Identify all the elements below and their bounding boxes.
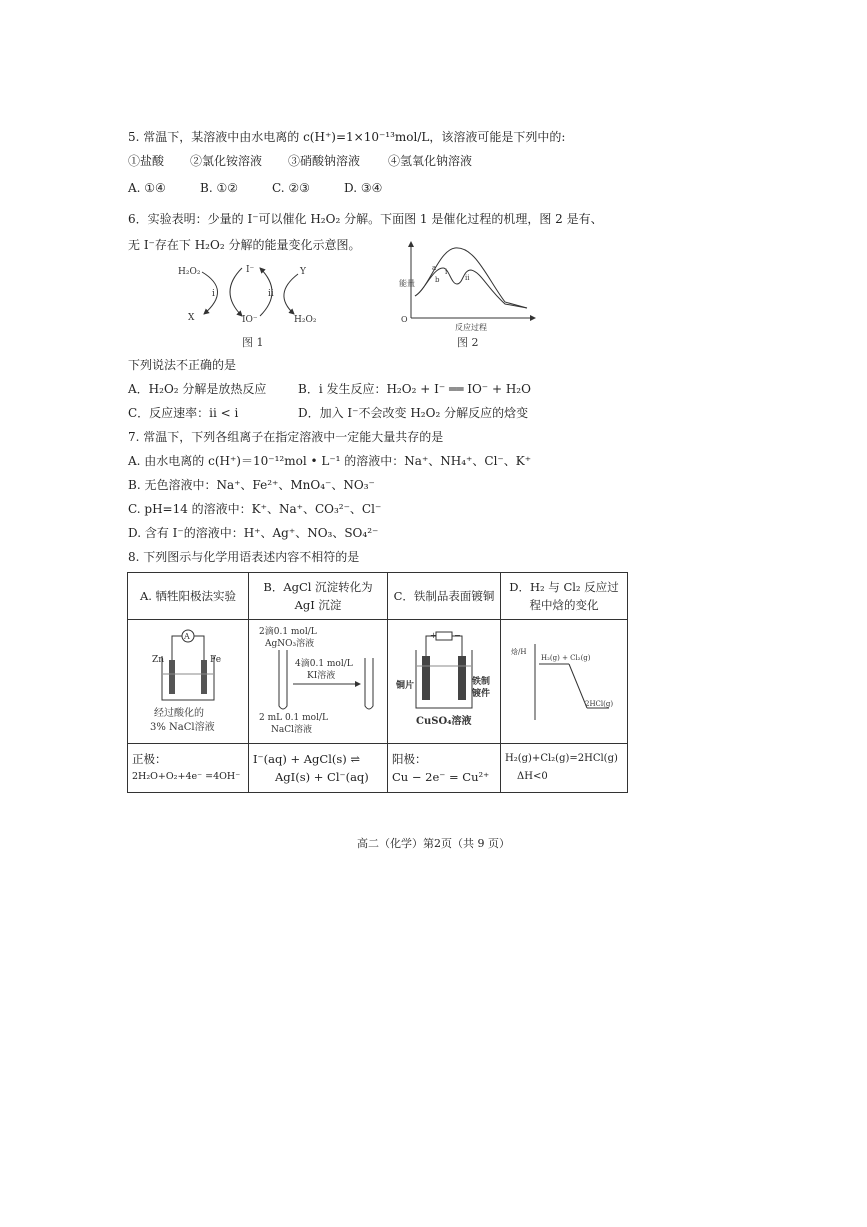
q8-cell-d-figure [501,620,628,744]
figure-1-mechanism [170,258,330,350]
q6-stem-line1: 6．实验表明：少量的 I⁻可以催化 H₂O₂ 分解。下面图 1 是催化过程的机理，图 2 是有、 [128,212,603,226]
enthalpy-diagram [505,622,623,738]
q6-option: B．i 发生反应：H₂O₂ + I⁻ ══ IO⁻ + H₂O [298,382,531,396]
q6-option: A．H₂O₂ 分解是放热反应 [128,382,267,396]
fig2-ylabel: 能量 [399,279,415,288]
q6-option: C．反应速率：ii < i [128,406,239,420]
q8-equation-c [388,744,501,793]
ammeter-label: A [184,632,190,641]
fig2-label-i: i [445,268,448,276]
products-label: 2HCl(g) [585,700,614,708]
cell-b-top2: AgNO₃溶液 [265,639,315,649]
q6-options-row2 [128,404,528,421]
fig2-label-b: b [435,276,440,284]
cell-a-caption2: 3% NaCl溶液 [150,722,215,733]
q5-item: ①盐酸 [128,154,165,168]
q5-item: ③硝酸钠溶液 [288,154,361,168]
equation-line: 阳极： [392,752,427,766]
fig1-h2o2-left: H₂O₂ [178,267,201,277]
q5-option: C. ②③ [272,181,310,195]
fig1-step-ii: ii [268,289,274,299]
q8-stem: 8. 下列图示与化学用语表述内容不相符的是 [128,550,360,564]
page-footer: 高二（化学）第2页（共 9 页） [357,837,510,850]
q8-header: D．H₂ 与 Cl₂ 反应过程中焓的变化 [501,573,628,620]
minus-sign: − [454,631,461,640]
equation-line: I⁻(aq) + AgCl(s) ⇌ [253,752,361,766]
q5-item: ④氢氧化钠溶液 [388,154,473,168]
cell-a-caption1: 经过酸化的 [154,708,204,719]
cell-b-mid2: KI溶液 [307,671,336,681]
cuso4-label: CuSO₄溶液 [416,716,472,727]
equation-line: 2H₂O+O₂+4e⁻ =4OH⁻ [132,771,241,782]
q6-options-row1 [128,380,531,397]
fig1-h2o2-right: H₂O₂ [294,315,317,325]
q8-equation-a [128,744,249,793]
q7-option: C. pH=14 的溶液中：K⁺、Na⁺、CO₃²⁻、Cl⁻ [128,502,382,516]
equation-line: H₂(g)+Cl₂(g)=2HCl(g) [505,753,618,764]
q6-option: D．加入 I⁻不会改变 H₂O₂ 分解反应的焓变 [298,406,529,420]
q8-cell-a-figure [128,620,249,744]
reactants-label: H₂(g) + Cl₂(g) [541,654,591,662]
q5-option: B. ①② [200,181,238,195]
iron-part-label2: 镀件 [472,689,491,699]
sacrificial-anode-apparatus [132,622,244,738]
fig1-caption: 图 1 [242,336,264,349]
equation-line: AgI(s) + Cl⁻(aq) [275,770,369,784]
q5-stem: 5. 常温下，某溶液中由水电离的 c(H⁺)=1×10⁻¹³mol/L，该溶液可能是下列中的: [128,130,566,144]
q5-option: D. ③④ [344,181,383,195]
fig2-caption: 图 2 [457,336,479,349]
q7-option: A. 由水电离的 c(H⁺)＝10⁻¹²mol • L⁻¹ 的溶液中：Na⁺、NH₄⁺、Cl⁻、K⁺ [128,454,532,468]
q8-equation-d [501,744,628,793]
equation-line: 正极： [132,752,167,766]
agcl-to-agi-apparatus [253,622,383,738]
equation-line: Cu − 2e⁻ = Cu²⁺ [392,770,490,784]
fig2-label-ii: ii [465,274,470,282]
fig1-io-minus: IO⁻ [242,315,258,325]
q8-header: A. 牺牲阳极法实验 [128,573,249,620]
fig1-x: X [188,313,195,323]
copper-plating-apparatus [392,622,496,738]
figure-2-energy-diagram [395,238,540,350]
q6-question: 下列说法不正确的是 [128,358,237,372]
cell-b-bot1: 2 mL 0.1 mol/L [259,713,328,723]
q8-table [127,572,628,793]
q7-option: D. 含有 I⁻的溶液中：H⁺、Ag⁺、NO₃、SO₄²⁻ [128,526,379,540]
fig1-i-minus: I⁻ [246,265,255,275]
q5-option: A. ①④ [128,181,166,195]
q8-header: B．AgCl 沉淀转化为 AgI 沉淀 [249,573,388,620]
q7-option: B. 无色溶液中：Na⁺、Fe²⁺、MnO₄⁻、NO₃⁻ [128,478,375,492]
cell-b-mid1: 4滴0.1 mol/L [295,659,353,669]
q5-options [128,181,382,195]
fig2-xlabel: 反应过程 [455,323,487,332]
fig1-y: Y [300,267,306,277]
zn-label: Zn [152,655,165,665]
copper-sheet-label: 铜片 [396,681,415,691]
fig2-origin: O [401,315,408,324]
q5-item: ②氯化铵溶液 [190,154,263,168]
q8-cell-c-figure [388,620,501,744]
q8-header: C．铁制品表面镀铜 [388,573,501,620]
enthalpy-axis-label: 焓/H [511,648,527,656]
iron-part-label1: 铁制 [472,677,491,687]
plus-sign: + [430,631,437,640]
cell-b-top1: 2滴0.1 mol/L [259,627,317,637]
q8-cell-b-figure [249,620,388,744]
q8-equation-b [249,744,388,793]
q7-stem: 7. 常温下，下列各组离子在指定溶液中一定能大量共存的是 [128,430,444,444]
fe-label: Fe [210,655,222,665]
fig2-label-a: a [432,264,437,272]
equation-line: ΔH<0 [517,771,548,782]
q5-items [128,152,472,169]
q6-stem-line2: 无 I⁻存在下 H₂O₂ 分解的能量变化示意图。 [128,238,361,252]
fig1-step-i: i [212,289,215,299]
cell-b-bot2: NaCl溶液 [271,725,313,735]
